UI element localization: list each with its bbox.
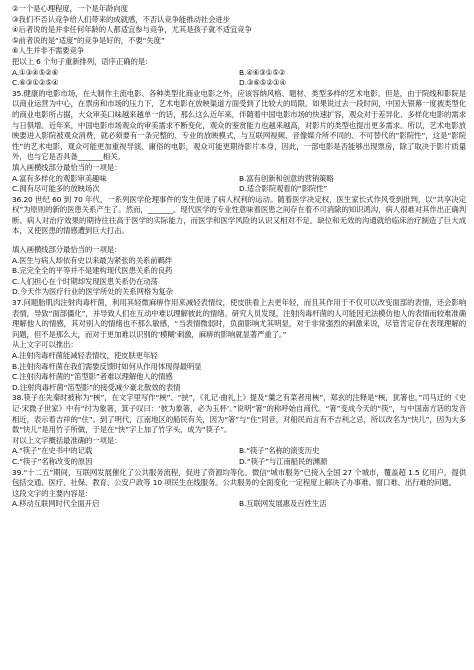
q36-block	[12, 195, 466, 298]
option-c[interactable]: C.⑥③①②⑤④	[12, 78, 59, 88]
q35-blank-prompt: 填入画横线部分最恰当的一项是：	[12, 162, 122, 172]
q34-item: ⑤前者说的是“适度”的竞争是好的，不要“失度”	[12, 35, 165, 45]
option-d[interactable]: D.“筷子”与江南船民的渊源	[239, 456, 328, 466]
q38-block	[12, 393, 466, 467]
q36-stem: 36.20 世纪 60 到 70 年代，一系列医学伦理事件的发生促进了病人权利的运动。随着医学决定权，医生家长式作风受到批判，以“共享决定权”为原则的新的医患关系产生了。然而，_______。现代医学的专业性意味着医患之间存在着不可消除的知识鸿沟，病人很难对其作出正确判断。病人对治疗效果的期待往往高于医学的实际能力，而医学和医学风险的认识又相对不足。缺位和无效的沟通就给临床治疗制造了巨大成本，又使医患的情感遭到巨大打击。	[12, 194, 466, 236]
option-c[interactable]: C.注射肉毒杆菌的“笛型影”者难以理解他人的情感	[12, 372, 173, 382]
q38-prompt: 对以上文字概括最准确的一项是：	[12, 435, 122, 445]
q37-block	[12, 298, 466, 393]
option-a[interactable]: A.“筷子”在史书中的记载	[12, 446, 93, 456]
option-b[interactable]: B.完完全全的平等并不是建构现代医患关系的良药	[12, 266, 173, 276]
spacer	[12, 237, 466, 245]
option-a[interactable]: A.移动互联网时代全面开启	[12, 499, 100, 509]
q39-block	[12, 468, 466, 510]
q39-options	[12, 499, 466, 510]
q39-stem: 39.“十二五”期间，互联网发展催化了公共服务流程，促进了资源均等化。微信“城市服务”已接入全国 27 个城市，覆盖超 1.5 亿用户，提供包括交通、医疗、社保、教育、公安户政等 10 项民生在线服务。公共服务的全面变化一定程度上解决了办事难、窗口难、出行难的问题。	[12, 467, 466, 488]
option-a[interactable]: A.医生与病人却依有史以来最为紧张的关系前羁绊	[12, 255, 173, 265]
option-b[interactable]: B.富有创新和创意的营销策略	[239, 173, 334, 183]
option-c[interactable]: C.人们担心在个时期却发现医患关系仍在动荡	[12, 276, 158, 286]
q34-item: ⑥人生并非不需要竞争	[12, 46, 85, 56]
option-d[interactable]: D.注射肉毒杆菌“笛型影”的接受减少豪北散效的表情	[12, 382, 181, 392]
option-c[interactable]: C.“筷子”名称改变的原因	[12, 456, 93, 466]
option-a[interactable]: A.①③④⑤②⑥	[12, 67, 59, 77]
option-b[interactable]: B.“筷子”名称的演变历史	[239, 446, 320, 456]
q35-stem: 35.健康的电影市场，在大制作主流电影、各种类型化商业电影之外，应该容纳风格、题材、类型多样的艺术电影。但是，由于院线和影院是以商业运营为中心，在票房和市场的压力下，艺术电影在放映渠道方面受到了比较大的局限。如果说过去一段时间，中国大银幕一度被类型化的商业电影所占据，大众审美口味越来越单一的话，那么这么近年来，伴随着中国电影市场的快速扩容，观众对于差异化、多样化电影的需求与日俱增。近年来，中国电影市场观众的审美需求不断变化，观众的鉴赏能力也越来越高，对影片的类型也提出更多需求。所以，艺术电影放映要进入影院被观众消费，就必须要有一条完整的、专业的放映模式，与互联网视频、音像媒介所不同的、不可替代的“影院性”，这是“影院性”的艺术电影，观众可能更加重视导演、庸俗的电影，观众可能更期待影片本身，因此，一部电影是否能够出现票房，除了取决于影片质量外，也与它是否具备_______相关。	[12, 88, 466, 162]
q37-options	[12, 351, 466, 393]
q36-blank-prompt: 填入画横线部分最恰当的一项是：	[12, 245, 122, 255]
q35-options	[12, 174, 466, 195]
q39-prompt: 这段文字的主要内容是：	[12, 488, 93, 498]
option-d[interactable]: D.③⑥⑤②①④	[239, 78, 286, 88]
option-d[interactable]: D.适合影院观看的“影院性”	[239, 184, 328, 194]
q37-inference-prompt: 从上文字可以推出：	[12, 340, 78, 350]
q34-prompt: 把以上 6 个句子重新排列，语序正确的是：	[12, 56, 153, 66]
q34-block	[12, 4, 466, 89]
option-b[interactable]: B.互联网发展惠及百姓生活	[239, 499, 327, 509]
q34-item: ②一个是心理程度，一个是年龄向度	[12, 4, 128, 13]
option-a[interactable]: A.富有多样化的观影审美趣味	[12, 173, 107, 183]
q34-item: ③我们不否认竞争给人们带来的成就感，不否认竞争能推动社会进步	[12, 14, 230, 24]
q37-stem: 37.问题胎肌肉注射肉毒杆菌，利用其轻微麻痹作用来减轻表情纹，使皮肤看上去更年轻，而且其作用于不仅可以改变面部的表情，还会影响表情，导致“面部僵化”，并导致人们在互动中难以理解彼此的情绪。研究人员发现，注射肉毒杆菌的人可能因无法模仿他人的表情而较难准确理解他人的情感，其对别人的情绪也不那么敏感，“当表情微弱时，负面影响尤其明显，对于非常强烈的刺激来说，尽管肯定存在表现理解的问题，但不是那么大，而对于更加难以识别的‘模糊’刺激，麻痹的影响就显著严重了。”	[12, 298, 466, 339]
option-c[interactable]: C.拥有尽可能多的放映场次	[12, 184, 100, 194]
q36-options	[12, 256, 466, 298]
option-b[interactable]: B.注射肉毒杆菌在我们需要反馈时如何从作用体现得最明显	[12, 361, 202, 371]
q35-block	[12, 89, 466, 195]
option-a[interactable]: A.注射肉毒杆菌能减轻表情纹，使皮肤更年轻	[12, 351, 158, 360]
q38-stem: 38.筷子在先秦时被称为“梜”，在文字里写作“梜”、“挟”，《礼记·曲礼上》提及“羹之有菜者用梜”，郑玄的注释是“梜，犹箸也。”司马迁的《史记·宋微子世家》中有“纣为象箸，箕子叹曰：‘彼为象箸，必为玉杯’。”说明“箸”的称呼始自商代。“箸”变成今天的“筷”，与中国南方话的发音相近，表示着吉祥的“住”。到了明代，江南地区的船民有关，因为“箸”与“住”同音，对船民而言有不吉利之忌，所以改名为“快儿”，因为大多数“快儿”是用竹子所做，于是在“快”字上加了竹字头，成为“筷子”。	[12, 393, 466, 435]
option-d[interactable]: D.今天作为医疗行业的医学所处的关系网格为复杂	[12, 287, 173, 297]
q34-options	[12, 68, 466, 89]
q34-item: ④后者说的是并非任何年龄的人都适宜参与竞争，尤其是孩子就不适宜竞争	[12, 25, 252, 35]
q38-options	[12, 446, 466, 467]
option-b[interactable]: B.④⑥③①⑤②	[239, 67, 286, 77]
